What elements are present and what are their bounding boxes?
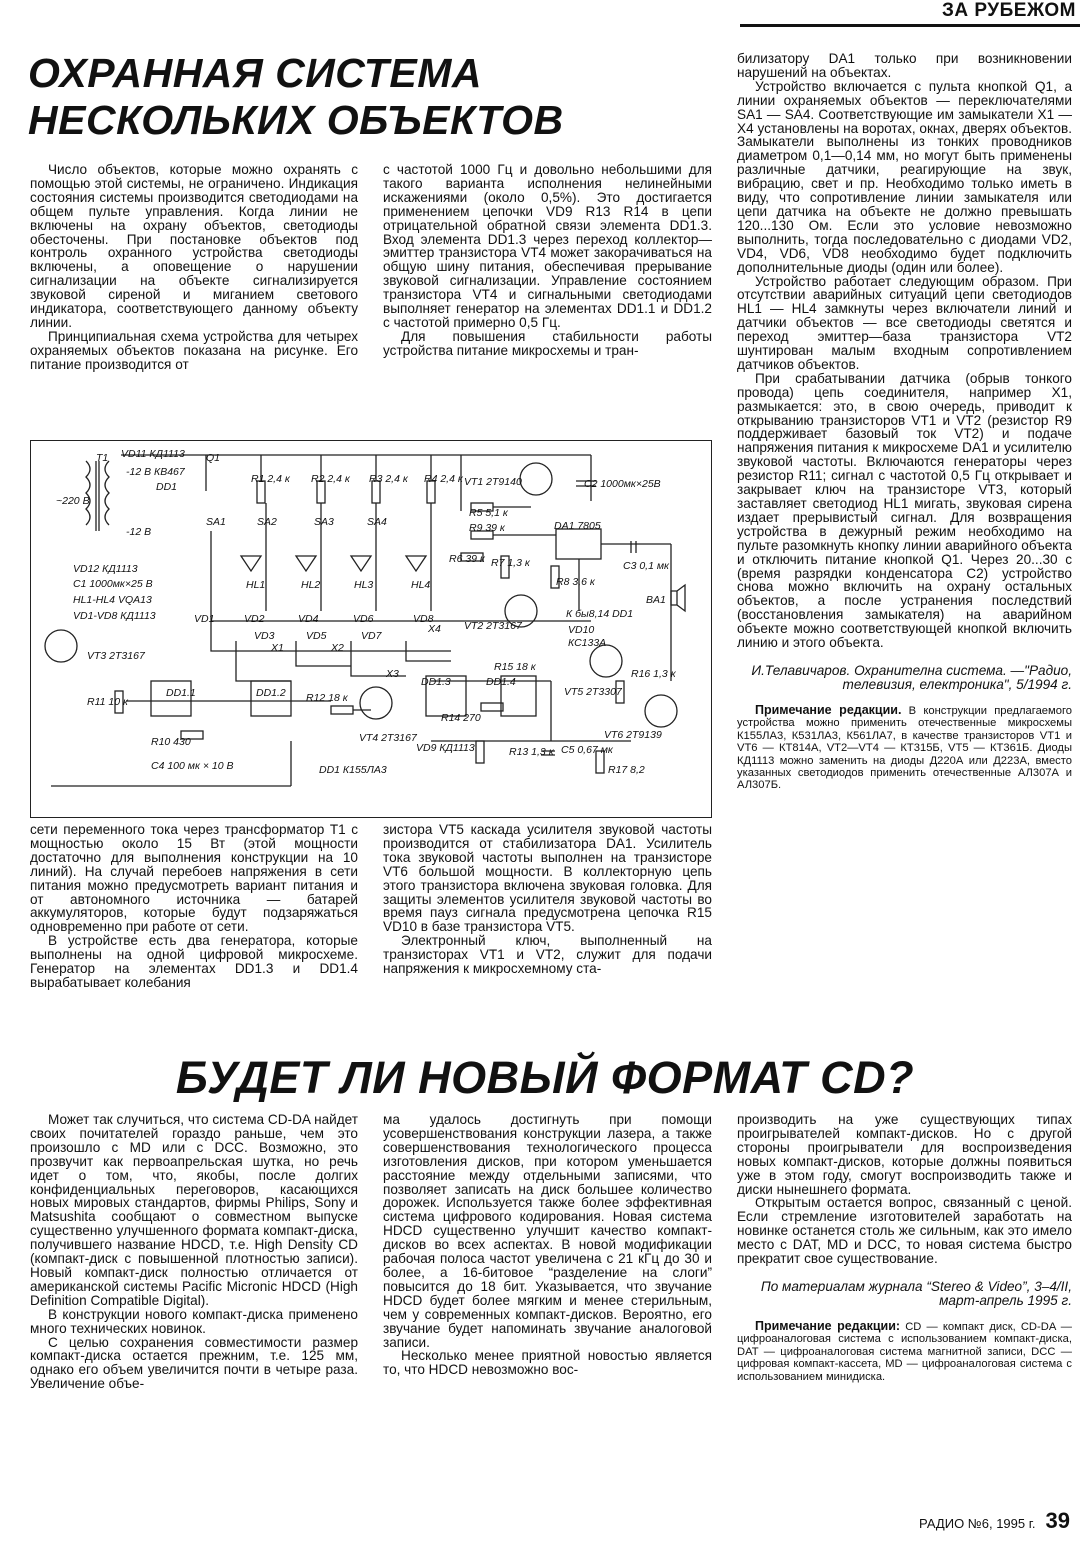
schematic-label: VD9 КД1113 — [416, 742, 475, 754]
schematic-label: -12 В — [126, 526, 152, 538]
paragraph: с частотой 1000 Гц и довольно небольшими для такого варианта исполнения нелинейными искажениями (около 0,5%). Это достигается применением цепочки VD9 R13 R14 в цепи отрицательной обратной связи элемента DD1.3. Вход элемента DD1.3 через переход коллектор—эмиттер транзистора VT4 может закорачиваться на общую шину питания, обеспечивая прерывание звуковой сигнализации. Управление состоянием транзистора VT4 и сигнальными светодиодами выполняет генератор на элементах DD1.1 и DD1.2 с частотой примерно 0,5 Гц. — [383, 162, 712, 330]
article1-title: ОХРАННАЯ СИСТЕМА НЕСКОЛЬКИХ ОБЪЕКТОВ — [28, 50, 564, 143]
schematic-label: R14 270 — [441, 712, 481, 724]
schematic-label: R5 5,1 к — [469, 507, 508, 519]
schematic-label: SA3 — [314, 516, 334, 528]
paragraph: билизатору DA1 только при возникновении нарушений на объектах. — [737, 51, 1072, 80]
article2-col1 — [30, 1113, 358, 1391]
paragraph: Число объектов, которые можно охранять с помощью этой системы, не ограничено. Индикация состояния системы производится светодиодами на общем пульте управления. Когда линии не включены на охрану объектов, светодиоды обесточены. При постановке объектов под контроль охранного устройства светодиоды включены, а оповещение о нарушении сигнализации на объекте сигнализируется звуковой сиреной и миганием светового индикатора, соответствующего данному объекту линии. — [30, 162, 358, 330]
schematic-label: R1 2,4 к — [251, 473, 290, 485]
schematic-label: VT1 2Т9140 — [464, 476, 522, 488]
schematic-label: VT4 2Т3167 — [359, 732, 417, 744]
paragraph: В устройстве есть два генератора, которые выполнены на одной цифровой микросхеме. Генератор на элементах DD1.3 и DD1.4 вырабатывает колебания — [30, 933, 358, 990]
paragraph: Может так случиться, что система CD-DA найдет своих почитателей гораздо раньше, чем это произошло с MD или с DCC. Возможно, это прозвучит как первоапрельская шутка, но речь идет о том, что, якобы, после долгих конфиденциальных переговоров, касающихся новых мировых стандартов, фирмы Philips, Sony и Matsushita сообщают о совместном выпуске существенно улучшенного формата компакт-диска, получившего название HDCD, т.е. High Density CD (компакт-диск с повышенной плотностью записи). Новый компакт-диск полностью отличается от американской системы Pacific Micronic HDCD (High Definition Compatible Digital). — [30, 1112, 358, 1308]
schematic-label: VD4 — [298, 613, 319, 625]
schematic-label: HL2 — [301, 579, 321, 591]
schematic-label: HL4 — [411, 579, 431, 591]
schematic-label: R15 18 к — [494, 661, 536, 673]
schematic-label: VD2 — [244, 613, 265, 625]
schematic-label: HL1 — [246, 579, 266, 591]
schematic-label: SA4 — [367, 516, 387, 528]
schematic-label: C5 0,67 мк — [561, 744, 613, 756]
magazine-issue: РАДИО №6, 1995 г. — [919, 1516, 1036, 1531]
schematic-label: SA2 — [257, 516, 277, 528]
paragraph: При срабатывании датчика (обрыв тонкого провода) цепь соединителя, например X1, размыкается: это, в свою очередь, приводит к открыванию транзисторов VT1 и VT2 (резистор R9 поддерживает базовый ток VT2) и подаче напряжения питания к микросхеме DA1 и усилителю звуковой частоты. Включаются генераторы через резистор R11; сигнал с частотой 0,5 Гц открывает и закрывает ключ на транзисторе VT3, который заставляет светодиод HL1 мигать, звуковая сирена издает прерывистый сигнал. Для возвращения устройства в дежурный режим необходимо на пульте разомкнуть кнопку линии аварийного объекта и отключить питание кнопкой Q1. Через 20...30 с (время разрядки конденсатора C2) устройство снова можно включить на охрану остальных объектов, а после устранения последствий (восстановления замыкателя) на аварийном объекте можно соответствующей кнопкой включить линию и этого объекта. — [737, 370, 1072, 651]
schematic-label: DD1.2 — [256, 687, 286, 699]
paragraph: С целью сохранения совместимости размер компакт-диска остается прежним, т.е. 125 мм, однако его объем увеличится почти в четыре раза. Увеличение объе- — [30, 1334, 358, 1392]
schematic-label: DA1 7805 — [554, 520, 601, 532]
editor-note-text: В конструкции предлагаемого устройства можно применить отечественные микросхемы К155ЛА3, К531ЛА3, К561ЛА7, в качестве транзисторов VT1 и VT6 — КТ814А, VT2—VT4 — КТ315Б, VT5 — КТ361Б. Диоды КД1113 можно заменить на диоды Д220А или Д223А, вместо указанных светодиодов применить отечественные АЛ307А и АЛ307Б. — [737, 704, 1072, 792]
schematic-label: VD6 — [353, 613, 374, 625]
schematic-label: DD1 — [156, 481, 178, 493]
schematic-label: C2 1000мк×25В — [584, 478, 661, 490]
schematic-label: R17 8,2 — [608, 764, 645, 776]
schematic-label: BA1 — [646, 594, 666, 606]
schematic-label: DD1.3 — [421, 676, 451, 688]
schematic-label: R6 39 к — [449, 553, 485, 565]
schematic-label: R8 3,6 к — [556, 576, 595, 588]
page-footer — [919, 1508, 1070, 1534]
article1-col3 — [737, 52, 1072, 792]
schematic-label: DD1.4 — [486, 676, 516, 688]
paragraph: зистора VT5 каскада усилителя звуковой частоты производится от стабилизатора DA1. Усилитель тока звуковой частоты выполнен на транзисторе VT6 большой мощности. В коллекторную цепь этого транзистора включена звуковая головка. Для защиты элементов усилителя звуковой частоты во время пауз сигнала предусмотрена цепочка R15 VD10 в базе транзистора VT5. — [383, 822, 712, 935]
circuit-schematic — [30, 440, 712, 818]
schematic-label: SA1 — [206, 516, 226, 528]
paragraph: В конструкции нового компакт-диска применено много технических новинок. — [30, 1306, 358, 1336]
article2-title: БУДЕТ ЛИ НОВЫЙ ФОРМАТ CD? — [175, 1052, 915, 1103]
paragraph: Электронный ключ, выполненный на транзисторах VT1 и VT2, служит для подачи напряжения к микросхемному ста- — [383, 933, 712, 977]
article2-col2 — [383, 1113, 712, 1377]
schematic-label: C3 0,1 мк — [623, 560, 670, 572]
article1-col1-top — [30, 163, 358, 372]
schematic-label: VD3 — [254, 630, 275, 642]
article1-col1-bottom — [30, 823, 358, 990]
schematic-label: R2 2,4 к — [311, 473, 350, 485]
editor-note-text: CD — компакт диск, CD-DA — цифроаналоговая система с использованием компакт-диска, DAT — цифроаналоговая система магнитной записи, DCC — цифровая компакт-кассета, MD — цифроаналоговая система с использованием минидиска. — [737, 1320, 1072, 1383]
editor-note — [737, 1320, 1072, 1383]
schematic-label: C1 1000мк×25 В — [73, 578, 153, 590]
source-citation: И.Телавичаров. Охранителна система. —"Радио, телевизия, електроника", 5/1994 г. — [751, 662, 1072, 692]
paragraph: сети переменного тока через трансформатор Т1 с мощностью около 15 Вт (этой мощности достаточно для выполнения конструкции на 10 линий). На случай перебоев напряжения в сети питания можно предусмотреть вариант питания и от автономного источника — батарей аккумуляторов, которые будут подзаряжаться одновременно при работе от сети. — [30, 822, 358, 935]
schematic-label: VD5 — [306, 630, 327, 642]
editor-note — [737, 704, 1072, 792]
schematic-label: R4 2,4 к — [424, 473, 463, 485]
paragraph: Устройство включается с пульта кнопкой Q1, а линии охраняемых объектов — переключателями SA1 — SA4. Соответствующие им замыкатели X1 — X4 установлены на воротах, окнах, дверях объектов. Замыкатели выполнены из тонких проводников диаметром 0,1—0,14 мм, но могут быть применены различные датчики, реагирующие на звук, вибрацию, свет и пр. Необходимо только иметь в виду, что сопротивление линии замыкателя или цепи датчика на объекте не должно превышать 120...130 Ом. Если это условие невозможно выполнить, тогда последовательно с диодами VD2, VD4, VD6, VD8 необходимо будет подключить дополнительные диоды (один или более). — [737, 78, 1072, 275]
schematic-label: VD8 — [413, 613, 434, 625]
schematic-label: VD11 КД1113 — [121, 448, 185, 460]
schematic-label: T1 — [96, 452, 109, 464]
schematic-label: VD7 — [361, 630, 382, 642]
schematic-label: ~220 В — [56, 495, 90, 507]
schematic-label: R13 1,3 к — [509, 746, 554, 758]
source-citation: По материалам журнала “Stereo & Video”, 3–4/II, март-апрель 1995 г. — [760, 1278, 1072, 1308]
schematic-label: R3 2,4 к — [369, 473, 408, 485]
schematic-label: VT2 2Т3167 — [464, 620, 522, 632]
schematic-label: DD1 К155ЛА3 — [319, 764, 387, 776]
page-number: 39 — [1045, 1508, 1070, 1533]
schematic-label: VT5 2Т3307 — [564, 686, 622, 698]
editor-note-label: Примечание редакции: — [755, 1318, 901, 1333]
schematic-label: К бы8,14 DD1 — [566, 608, 634, 620]
schematic-label: VT6 2Т9139 — [604, 729, 662, 741]
schematic-label: C4 100 мк × 10 В — [151, 760, 234, 772]
paragraph: Принципиальная схема устройства для четырех охраняемых объектов показана на рисунке. Его питание производится от — [30, 328, 358, 372]
header-rule — [740, 24, 1080, 27]
paragraph: производить на уже существующих типах проигрывателей компакт-дисков. Но с другой стороны проигрыватели для воспроизведения новых компакт-дисков, которые должны появиться уже в этом году, смогут воспроизводить также и диски нынешнего формата. — [737, 1112, 1072, 1197]
schematic-label: R12 18 к — [306, 692, 348, 704]
schematic-label: HL1-HL4 VQA13 — [73, 594, 152, 606]
schematic-label: R9 39 к — [469, 522, 505, 534]
schematic-label: X4 — [428, 623, 441, 635]
schematic-label: HL3 — [354, 579, 374, 591]
schematic-label: R11 10 к — [87, 696, 128, 708]
schematic-label: R16 1,3 к — [631, 668, 676, 680]
schematic-label: X1 — [271, 642, 284, 654]
schematic-label: R10 430 — [151, 736, 191, 748]
schematic-label: КС133А — [568, 637, 607, 649]
schematic-label: Q1 — [206, 452, 221, 464]
paragraph: Открытым остается вопрос, связанный с ценой. Если стремление изготовителей заработать на новинке останется столь же сильным, как это имело место с DAT, MD и DCC, то новая система быстро прекратит свое существование. — [737, 1195, 1072, 1267]
section-rubric: ЗА РУБЕЖОМ — [941, 0, 1076, 21]
paragraph: Для повышения стабильности работы устройства питание микросхемы и тран- — [383, 328, 712, 358]
schematic-label: VD1 — [194, 613, 215, 625]
schematic-label: VD1-VD8 КД1113 — [73, 610, 156, 622]
schematic-label: X2 — [331, 642, 344, 654]
article2-col3 — [737, 1113, 1072, 1383]
paragraph: Устройство работает следующим образом. При отсутствии аварийных ситуаций цепи светодиодов HL1 — HL4 замкнуты через включатели линий и датчики объектов — все светодиоды светятся и переход эмиттер—база транзистора VT2 шунтирован малым входным сопротивлением датчиков объектов. — [737, 273, 1072, 372]
schematic-label: DD1.1 — [166, 687, 196, 699]
schematic-label: VD12 КД1113 — [73, 563, 138, 575]
schematic-label: X3 — [386, 668, 399, 680]
editor-note-label: Примечание редакции. — [755, 702, 902, 717]
schematic-label: VD10 — [568, 624, 595, 636]
article1-col2-bottom — [383, 823, 712, 976]
schematic-label: VT3 2Т3167 — [87, 650, 145, 662]
schematic-label: R7 1,3 к — [491, 557, 530, 569]
article1-col2-top — [383, 163, 712, 358]
paragraph: ма удалось достигнуть при помощи усовершенствования конструкции лазера, а также совершенствования технологического процесса изготовления дисков, при котором уменьшается расстояние между отдельными записями, что позволяет записать на диск большее количество дорожек. Используется также более эффективная система цифрового кодирования. Новая система HDCD существенно улучшит качество компакт-дисков во всех аспектах. В новой модификации рабочая полоса частот увеличена с 21 кГц до 30 и более, а 16-битовое “разделение на слоги” повысится до 18 бит. Указывается, что звучание HDCD будет более мягким и менее стерильным, чем у современных компакт-дисков. Вероятно, его звучание будет напоминать звучание аналоговой записи. — [383, 1112, 712, 1350]
paragraph: Несколько менее приятной новостью является то, что HDCD невозможно вос- — [383, 1348, 712, 1378]
schematic-label: -12 В КВ467 — [126, 466, 185, 478]
